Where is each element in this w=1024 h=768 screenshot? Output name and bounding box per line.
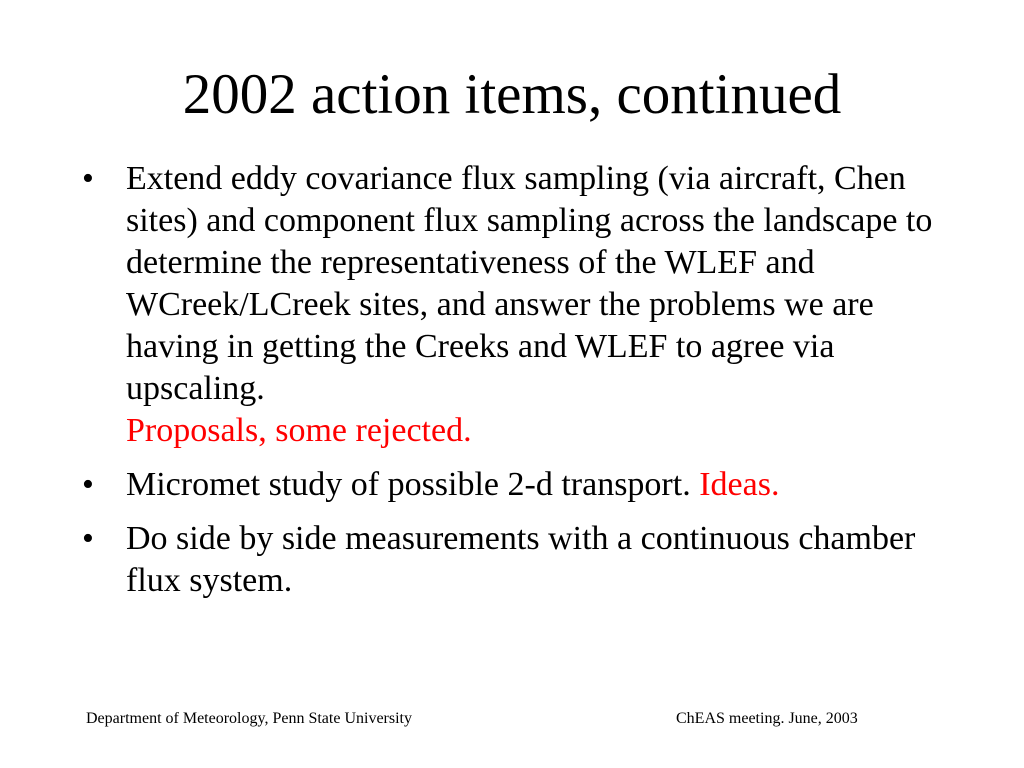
bullet-list	[82, 158, 962, 614]
bullet-text-3: Do side by side measurements with a continuous chamber flux system.	[126, 520, 916, 599]
bullet-item-2	[82, 464, 962, 506]
bullet-icon: •	[82, 520, 94, 557]
slide-title: 2002 action items, continued	[182, 63, 842, 126]
bullet-text-1: Extend eddy covariance flux sampling (via aircraft, Chen sites) and component flux sampling across the landscape to determine the representativeness of the WLEF and WCreek/LCreek sites, and answer the problems we are having in getting the Creeks and WLEF to agree via upscaling.	[126, 160, 933, 407]
footer-meeting: ChEAS meeting. June, 2003	[676, 710, 858, 727]
footer-department: Department of Meteorology, Penn State University	[86, 710, 412, 727]
bullet-item-3	[82, 518, 962, 602]
bullet-item-1	[82, 158, 962, 452]
bullet-text-2: Micromet study of possible 2-d transport.	[126, 466, 691, 503]
bullet-status-2: Ideas.	[699, 466, 780, 503]
bullet-icon: •	[82, 160, 94, 197]
bullet-icon: •	[82, 466, 94, 503]
bullet-status-1: Proposals, some rejected.	[126, 412, 472, 449]
